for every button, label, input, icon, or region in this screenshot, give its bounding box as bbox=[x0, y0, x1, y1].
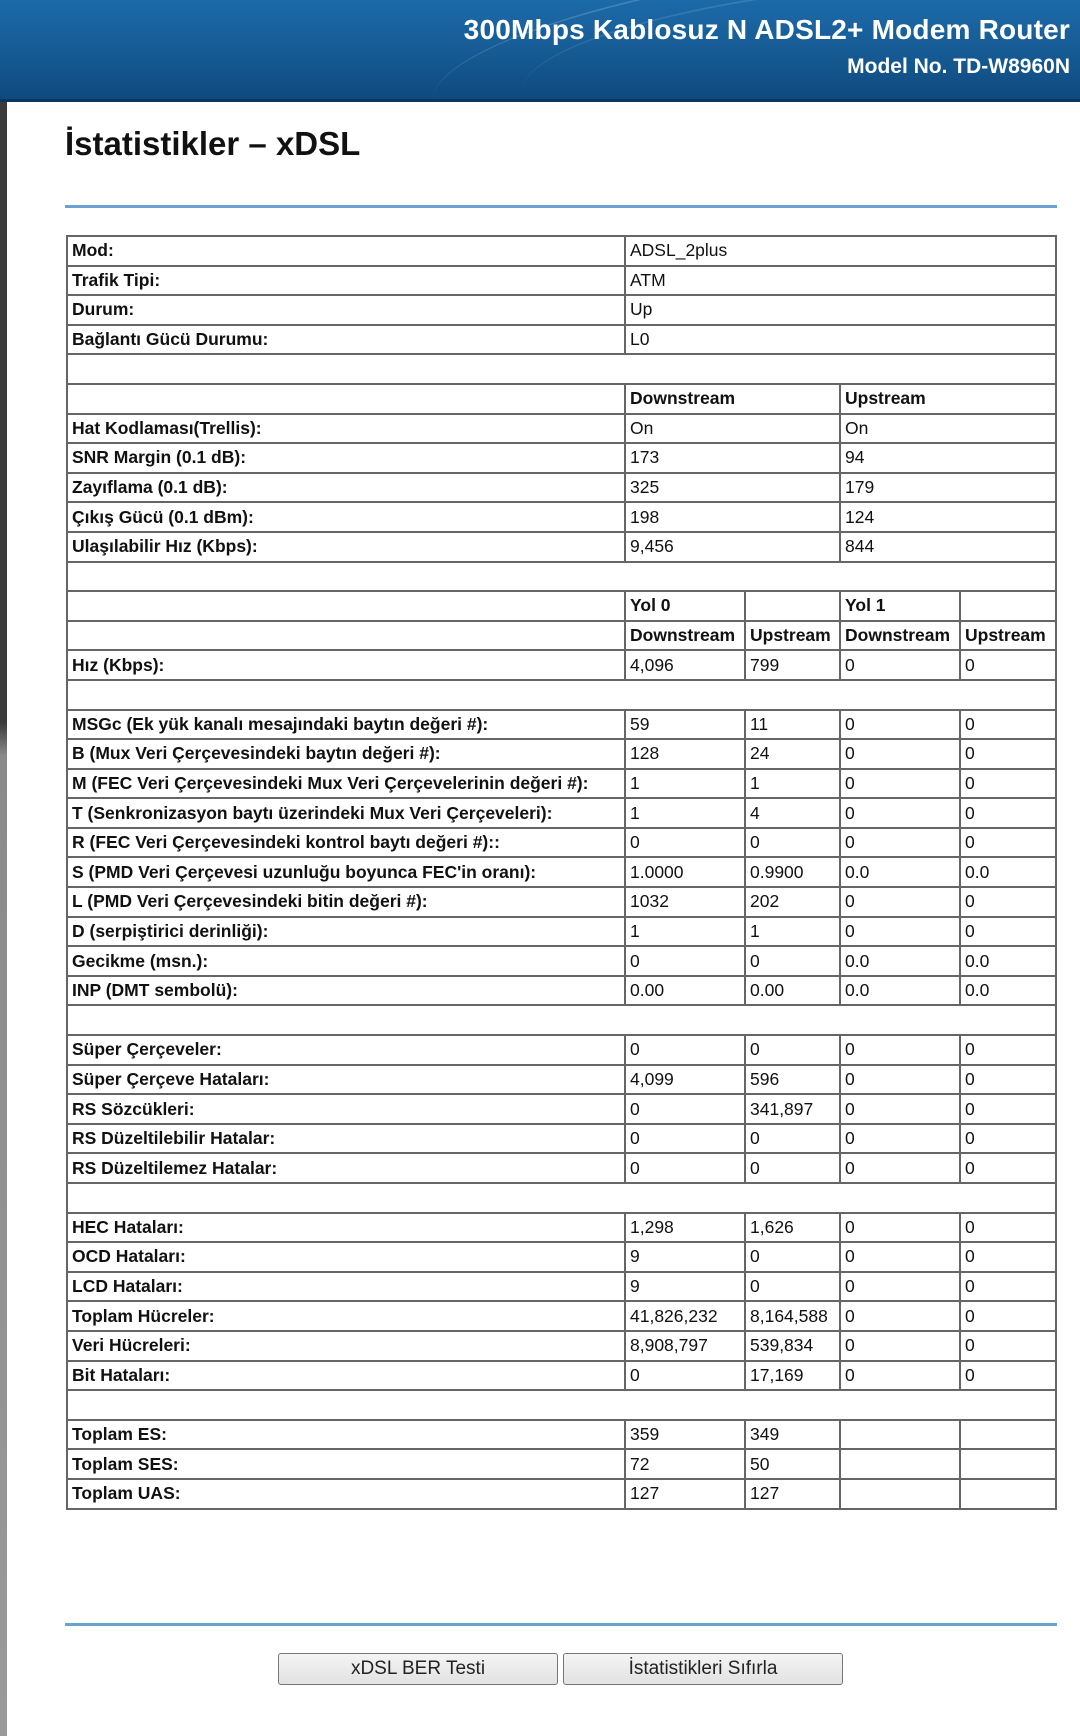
value-cell: 0 bbox=[840, 650, 960, 680]
value-cell: 0 bbox=[840, 1331, 960, 1361]
value-cell: 0.0 bbox=[840, 857, 960, 887]
value-cell: 127 bbox=[625, 1479, 745, 1509]
table-row bbox=[67, 1124, 1056, 1154]
value-cell: 0 bbox=[960, 1094, 1056, 1124]
value-cell: 0 bbox=[840, 887, 960, 917]
value-cell: 11 bbox=[745, 710, 840, 740]
column-header: Upstream bbox=[745, 621, 840, 651]
row-label: Durum: bbox=[67, 295, 625, 325]
row-label: Toplam UAS: bbox=[67, 1479, 625, 1509]
table-row bbox=[67, 976, 1056, 1006]
value-cell: 0 bbox=[840, 917, 960, 947]
value-cell bbox=[840, 1420, 960, 1450]
value-cell: 0 bbox=[960, 917, 1056, 947]
downstream-header: Downstream bbox=[625, 384, 840, 414]
value-cell: 0 bbox=[840, 1065, 960, 1095]
row-label: Süper Çerçeveler: bbox=[67, 1035, 625, 1065]
row-label: Süper Çerçeve Hataları: bbox=[67, 1065, 625, 1095]
value-cell: 1032 bbox=[625, 887, 745, 917]
header-cell bbox=[745, 591, 840, 621]
downstream-value: On bbox=[625, 414, 840, 444]
header-cell bbox=[960, 591, 1056, 621]
value-cell: 0.0 bbox=[960, 857, 1056, 887]
path1-header: Yol 1 bbox=[840, 591, 960, 621]
downstream-value: 325 bbox=[625, 473, 840, 503]
row-label: Toplam ES: bbox=[67, 1420, 625, 1450]
value-cell: 799 bbox=[745, 650, 840, 680]
value-cell: 41,826,232 bbox=[625, 1301, 745, 1331]
value-cell: 0 bbox=[625, 1124, 745, 1154]
value-cell: 0 bbox=[840, 1094, 960, 1124]
table-row bbox=[67, 1065, 1056, 1095]
left-frame-scrollbar[interactable] bbox=[0, 102, 7, 1736]
upstream-value: 844 bbox=[840, 532, 1056, 562]
value-cell: 0 bbox=[745, 1242, 840, 1272]
table-row bbox=[67, 1361, 1056, 1391]
row-label: T (Senkronizasyon baytı üzerindeki Mux Veri Çerçeveleri): bbox=[67, 798, 625, 828]
value-cell: 4,099 bbox=[625, 1065, 745, 1095]
header-cell bbox=[67, 591, 625, 621]
value-cell: 59 bbox=[625, 710, 745, 740]
row-label: S (PMD Veri Çerçevesi uzunluğu boyunca FEC'in oranı): bbox=[67, 857, 625, 887]
value-cell: 0 bbox=[840, 1213, 960, 1243]
table-row bbox=[67, 739, 1056, 769]
value-cell bbox=[960, 1479, 1056, 1509]
value-cell: 0 bbox=[840, 1272, 960, 1302]
table-row bbox=[67, 502, 1056, 532]
model-number: Model No. TD-W8960N bbox=[847, 55, 1070, 78]
value-cell: 0 bbox=[960, 1331, 1056, 1361]
value-cell: 0.9900 bbox=[745, 857, 840, 887]
row-label: Hat Kodlaması(Trellis): bbox=[67, 414, 625, 444]
table-row bbox=[67, 798, 1056, 828]
header-banner bbox=[0, 0, 1080, 99]
value-cell: 0 bbox=[960, 828, 1056, 858]
value-cell: 24 bbox=[745, 739, 840, 769]
value-cell: 0 bbox=[840, 828, 960, 858]
column-header-row bbox=[67, 384, 1056, 414]
value-cell: 0 bbox=[960, 887, 1056, 917]
value-cell: 0 bbox=[840, 769, 960, 799]
value-cell: 0 bbox=[745, 1153, 840, 1183]
value-cell: 72 bbox=[625, 1449, 745, 1479]
table-row bbox=[67, 473, 1056, 503]
path0-header: Yol 0 bbox=[625, 591, 745, 621]
row-label: LCD Hataları: bbox=[67, 1272, 625, 1302]
value-cell: 0 bbox=[840, 798, 960, 828]
row-label: Mod: bbox=[67, 236, 625, 266]
value-cell: 4 bbox=[745, 798, 840, 828]
upstream-value: On bbox=[840, 414, 1056, 444]
row-label: OCD Hataları: bbox=[67, 1242, 625, 1272]
product-title: 300Mbps Kablosuz N ADSL2+ Modem Router bbox=[463, 14, 1070, 45]
table-row bbox=[67, 1331, 1056, 1361]
table-row bbox=[67, 414, 1056, 444]
table-row bbox=[67, 1301, 1056, 1331]
value-cell: 1,626 bbox=[745, 1213, 840, 1243]
value-cell bbox=[960, 1420, 1056, 1450]
value-cell: 0 bbox=[960, 1301, 1056, 1331]
row-label: Toplam Hücreler: bbox=[67, 1301, 625, 1331]
table-row bbox=[67, 769, 1056, 799]
value-cell: 0 bbox=[960, 1272, 1056, 1302]
spacer-cell bbox=[67, 1390, 1056, 1420]
table-row bbox=[67, 828, 1056, 858]
value-cell bbox=[840, 1479, 960, 1509]
spacer-cell bbox=[67, 562, 1056, 592]
downstream-value: 9,456 bbox=[625, 532, 840, 562]
value-cell: 349 bbox=[745, 1420, 840, 1450]
value-cell: 127 bbox=[745, 1479, 840, 1509]
upstream-value: 124 bbox=[840, 502, 1056, 532]
value-cell: 1 bbox=[745, 769, 840, 799]
page-title: İstatistikler – xDSL bbox=[65, 125, 361, 162]
value-cell: 539,834 bbox=[745, 1331, 840, 1361]
value-cell: 0 bbox=[840, 1361, 960, 1391]
spacer-cell bbox=[67, 1183, 1056, 1213]
downstream-value: 198 bbox=[625, 502, 840, 532]
table-row bbox=[67, 1479, 1056, 1509]
value-cell: 0.0 bbox=[840, 976, 960, 1006]
value-cell: 0 bbox=[960, 1065, 1056, 1095]
row-label: Hız (Kbps): bbox=[67, 650, 625, 680]
xdsl-ber-test-button[interactable]: xDSL BER Testi bbox=[278, 1653, 558, 1685]
spacer-row bbox=[67, 1005, 1056, 1035]
row-label: Çıkış Gücü (0.1 dBm): bbox=[67, 502, 625, 532]
value-cell bbox=[840, 1449, 960, 1479]
row-label: INP (DMT sembolü): bbox=[67, 976, 625, 1006]
value-cell: 0 bbox=[625, 1153, 745, 1183]
spacer-row bbox=[67, 354, 1056, 384]
spacer-row bbox=[67, 680, 1056, 710]
value-cell: 8,164,588 bbox=[745, 1301, 840, 1331]
value-cell: 0 bbox=[840, 710, 960, 740]
spacer-row bbox=[67, 562, 1056, 592]
column-header: Upstream bbox=[960, 621, 1056, 651]
reset-statistics-button[interactable]: İstatistikleri Sıfırla bbox=[563, 1653, 843, 1685]
table-row bbox=[67, 325, 1056, 355]
value-cell: 0 bbox=[625, 1035, 745, 1065]
value-cell: 0 bbox=[960, 1153, 1056, 1183]
row-label: HEC Hataları: bbox=[67, 1213, 625, 1243]
value-cell: 1 bbox=[625, 917, 745, 947]
table-row bbox=[67, 917, 1056, 947]
value-cell: 1,298 bbox=[625, 1213, 745, 1243]
table-row bbox=[67, 1035, 1056, 1065]
table-row bbox=[67, 946, 1056, 976]
table-row bbox=[67, 295, 1056, 325]
value-cell: 0 bbox=[745, 946, 840, 976]
value-cell: 0 bbox=[960, 1242, 1056, 1272]
downstream-value: 173 bbox=[625, 443, 840, 473]
upstream-value: 94 bbox=[840, 443, 1056, 473]
table-row bbox=[67, 532, 1056, 562]
table-row bbox=[67, 710, 1056, 740]
value-cell: 0 bbox=[625, 946, 745, 976]
value-cell: 0 bbox=[960, 1361, 1056, 1391]
value-cell: 0 bbox=[840, 1035, 960, 1065]
header-cell bbox=[67, 384, 625, 414]
value-cell: 0 bbox=[840, 1242, 960, 1272]
value-cell: 0 bbox=[625, 1094, 745, 1124]
spacer-row bbox=[67, 1183, 1056, 1213]
value-cell: 0 bbox=[960, 1124, 1056, 1154]
table-row bbox=[67, 1213, 1056, 1243]
value-cell bbox=[960, 1449, 1056, 1479]
value-cell: 9 bbox=[625, 1272, 745, 1302]
value-cell: 0 bbox=[960, 769, 1056, 799]
table-row bbox=[67, 650, 1056, 680]
value-cell: ADSL_2plus bbox=[625, 236, 1056, 266]
row-label: MSGc (Ek yük kanalı mesajındaki baytın değeri #): bbox=[67, 710, 625, 740]
value-cell: 0.0 bbox=[960, 976, 1056, 1006]
value-cell: 0.00 bbox=[625, 976, 745, 1006]
top-divider bbox=[65, 205, 1057, 208]
bottom-divider bbox=[65, 1623, 1057, 1626]
table-row bbox=[67, 857, 1056, 887]
row-label: M (FEC Veri Çerçevesindeki Mux Veri Çerçevelerinin değeri #): bbox=[67, 769, 625, 799]
table-row bbox=[67, 887, 1056, 917]
value-cell: 17,169 bbox=[745, 1361, 840, 1391]
value-cell: 0 bbox=[745, 1124, 840, 1154]
table-row bbox=[67, 1420, 1056, 1450]
value-cell: 0.0 bbox=[960, 946, 1056, 976]
value-cell: 0 bbox=[960, 1035, 1056, 1065]
table-row bbox=[67, 236, 1056, 266]
value-cell: Up bbox=[625, 295, 1056, 325]
value-cell: 0 bbox=[745, 828, 840, 858]
spacer-row bbox=[67, 1390, 1056, 1420]
upstream-value: 179 bbox=[840, 473, 1056, 503]
value-cell: 0 bbox=[960, 650, 1056, 680]
value-cell: 0 bbox=[840, 1124, 960, 1154]
table-row bbox=[67, 1449, 1056, 1479]
value-cell: 359 bbox=[625, 1420, 745, 1450]
spacer-cell bbox=[67, 354, 1056, 384]
table-row bbox=[67, 1242, 1056, 1272]
path-header-row bbox=[67, 591, 1056, 621]
value-cell: 50 bbox=[745, 1449, 840, 1479]
header-cell bbox=[67, 621, 625, 651]
table-row bbox=[67, 266, 1056, 296]
row-label: RS Düzeltilebilir Hatalar: bbox=[67, 1124, 625, 1154]
value-cell: 1.0000 bbox=[625, 857, 745, 887]
value-cell: 1 bbox=[625, 798, 745, 828]
row-label: SNR Margin (0.1 dB): bbox=[67, 443, 625, 473]
value-cell: 0 bbox=[960, 798, 1056, 828]
column-header: Downstream bbox=[840, 621, 960, 651]
value-cell: 202 bbox=[745, 887, 840, 917]
value-cell: 0 bbox=[745, 1035, 840, 1065]
upstream-header: Upstream bbox=[840, 384, 1056, 414]
row-label: L (PMD Veri Çerçevesindeki bitin değeri #): bbox=[67, 887, 625, 917]
row-label: R (FEC Veri Çerçevesindeki kontrol baytı değeri #):: bbox=[67, 828, 625, 858]
value-cell: 341,897 bbox=[745, 1094, 840, 1124]
xdsl-stats-table bbox=[66, 235, 1057, 1510]
value-cell: 0 bbox=[625, 1361, 745, 1391]
value-cell: 0 bbox=[840, 739, 960, 769]
value-cell: 0.00 bbox=[745, 976, 840, 1006]
value-cell: 8,908,797 bbox=[625, 1331, 745, 1361]
row-label: RS Düzeltilemez Hatalar: bbox=[67, 1153, 625, 1183]
table-row bbox=[67, 1094, 1056, 1124]
value-cell: 128 bbox=[625, 739, 745, 769]
spacer-cell bbox=[67, 680, 1056, 710]
row-label: D (serpiştirici derinliği): bbox=[67, 917, 625, 947]
value-cell: 0 bbox=[960, 1213, 1056, 1243]
spacer-cell bbox=[67, 1005, 1056, 1035]
column-header-row bbox=[67, 621, 1056, 651]
row-label: Bağlantı Gücü Durumu: bbox=[67, 325, 625, 355]
row-label: Ulaşılabilir Hız (Kbps): bbox=[67, 532, 625, 562]
row-label: Bit Hataları: bbox=[67, 1361, 625, 1391]
table-row bbox=[67, 1272, 1056, 1302]
value-cell: 0 bbox=[960, 710, 1056, 740]
value-cell: 0 bbox=[960, 739, 1056, 769]
column-header: Downstream bbox=[625, 621, 745, 651]
row-label: Trafik Tipi: bbox=[67, 266, 625, 296]
row-label: B (Mux Veri Çerçevesindeki baytın değeri #): bbox=[67, 739, 625, 769]
value-cell: 0 bbox=[840, 1153, 960, 1183]
value-cell: 1 bbox=[625, 769, 745, 799]
value-cell: L0 bbox=[625, 325, 1056, 355]
row-label: Gecikme (msn.): bbox=[67, 946, 625, 976]
value-cell: 0 bbox=[840, 1301, 960, 1331]
row-label: Toplam SES: bbox=[67, 1449, 625, 1479]
value-cell: 0 bbox=[745, 1272, 840, 1302]
row-label: Zayıflama (0.1 dB): bbox=[67, 473, 625, 503]
value-cell: 1 bbox=[745, 917, 840, 947]
value-cell: 0.0 bbox=[840, 946, 960, 976]
value-cell: 4,096 bbox=[625, 650, 745, 680]
table-row bbox=[67, 1153, 1056, 1183]
row-label: RS Sözcükleri: bbox=[67, 1094, 625, 1124]
value-cell: 0 bbox=[625, 828, 745, 858]
value-cell: 596 bbox=[745, 1065, 840, 1095]
row-label: Veri Hücreleri: bbox=[67, 1331, 625, 1361]
value-cell: 9 bbox=[625, 1242, 745, 1272]
value-cell: ATM bbox=[625, 266, 1056, 296]
table-row bbox=[67, 443, 1056, 473]
